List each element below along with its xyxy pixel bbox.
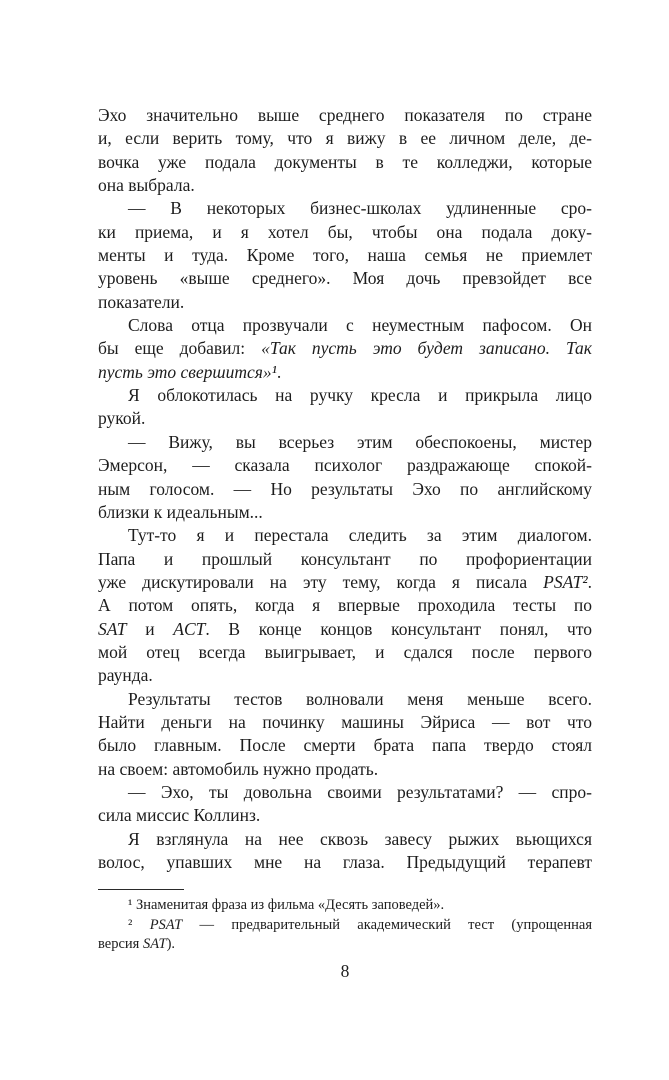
text-line: Тут-то я и перестала следить за этим диалогом. <box>128 525 592 546</box>
text-line: уровень «выше среднего». Моя дочь превзойдет все <box>98 268 592 289</box>
page-number: 8 <box>340 961 350 981</box>
text-line: сила миссис Коллинз. <box>98 805 261 826</box>
page-text <box>98 104 592 874</box>
text-line: SAT и ACT. В конце концов консультант понял, что <box>98 618 592 639</box>
text-line: она выбрала. <box>98 175 195 196</box>
text-line: Эхо значительно выше среднего показателя по стране <box>98 105 592 125</box>
paragraph <box>98 197 592 314</box>
text-line: Эмерсон, — сказала психолог раздражающе спокой- <box>98 455 592 476</box>
text-line: бы еще добавил: «Так пусть это будет записано. Так <box>98 338 592 359</box>
text-line: Найти деньги на починку машины Эйриса — вот что <box>98 711 592 732</box>
text-line: волос, упавших мне на глаза. Предыдущий терапевт <box>98 852 592 872</box>
paragraph <box>98 384 592 431</box>
text-line: показатели. <box>98 291 185 312</box>
text-line: — Эхо, ты довольна своими результатами? — спро- <box>128 781 592 802</box>
footnotes <box>98 896 592 955</box>
text-line: Я облокотилась на ручку кресла и прикрыла лицо <box>128 385 592 406</box>
text-line: было главным. После смерти брата папа твердо стоял <box>98 735 592 756</box>
paragraph <box>98 524 592 687</box>
text-line: и, если верить тому, что я вижу в ее личном деле, де- <box>98 128 592 149</box>
text-line: близки к идеальным... <box>98 501 263 522</box>
text-line: Слова отца прозвучали с неуместным пафосом. Он <box>128 315 592 336</box>
text-line: Я взглянула на нее сквозь завесу рыжих вьющихся <box>128 828 592 849</box>
paragraph <box>98 688 592 781</box>
text-line: уже дискутировали на эту тему, когда я писала PSAT². <box>98 571 592 592</box>
paragraph <box>98 828 592 875</box>
text-line: вочка уже подала документы в те колледжи, которые <box>98 151 592 172</box>
text-line: версия SAT). <box>98 936 176 952</box>
text-line: раунда. <box>98 665 153 686</box>
text-line: мой отец всегда выигрывает, и сдался после первого <box>98 641 592 662</box>
text-line: Папа и прошлый консультант по профориентации <box>98 548 592 569</box>
paragraph <box>98 314 592 384</box>
text-line: менты и туда. Кроме того, наша семья не приемлет <box>98 245 592 266</box>
footnote-separator <box>98 889 184 890</box>
text-line: Результаты тестов волновали меня меньше всего. <box>128 688 592 709</box>
text-line: А потом опять, когда я впервые проходила тесты по <box>98 595 592 616</box>
footnote <box>98 896 592 916</box>
text-line: ¹ Знаменитая фраза из фильма «Десять заповедей». <box>128 897 445 913</box>
text-line: рукой. <box>98 408 146 429</box>
text-line: ² PSAT — предварительный академический тест (упрощенная <box>128 916 592 933</box>
text-line: — Вижу, вы всерьез этим обеспокоены, мистер <box>128 431 592 452</box>
text-line: пусть это свершится»¹. <box>98 361 282 382</box>
text-line: на своем: автомобиль нужно продать. <box>98 758 379 779</box>
paragraph <box>98 431 592 524</box>
footnote <box>98 916 592 955</box>
paragraph <box>98 104 592 197</box>
paragraph <box>98 781 592 828</box>
text-line: — В некоторых бизнес-школах удлиненные сро- <box>128 198 592 219</box>
text-line: ки приема, и я хотел бы, чтобы она подала доку- <box>98 221 592 242</box>
text-line: ным голосом. — Но результаты Эхо по английскому <box>98 478 592 499</box>
